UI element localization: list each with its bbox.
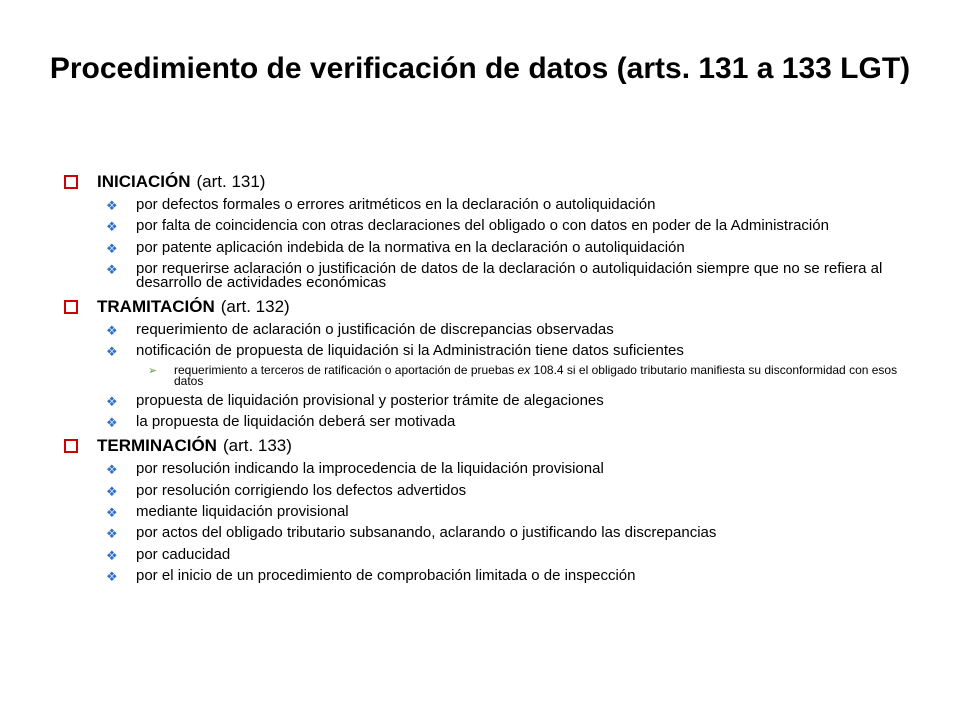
section-tramitacion <box>62 297 912 430</box>
section-label: TRAMITACIÓN <box>97 297 215 317</box>
list-item-text: por defectos formales o errores aritméticos en la declaración o autoliquidación <box>136 196 656 213</box>
four-diamond-icon: ❖ <box>106 198 118 213</box>
list-item <box>106 526 912 541</box>
section-ref: (art. 132) <box>220 297 290 317</box>
four-diamond-icon: ❖ <box>106 219 118 235</box>
list-item-text: por actos del obligado tributario subsanando, aclarando o justificando las discrepancias <box>136 524 717 542</box>
list-item-text: por patente aplicación indebida de la normativa en la declaración o autoliquidación <box>136 238 685 256</box>
list-item-text: notificación de propuesta de liquidación si la Administración tiene datos suficientes <box>136 342 684 360</box>
section-ref: (art. 131) <box>196 172 266 191</box>
sub-text-italic: ex <box>517 362 531 377</box>
list-item <box>106 481 912 499</box>
list-item-text: requerimiento de aclaración o justificación de discrepancias observadas <box>136 321 614 339</box>
section-ref: (art. 133) <box>222 436 292 456</box>
four-diamond-icon: ❖ <box>106 415 118 431</box>
list-item-text: la propuesta de liquidación deberá ser motivada <box>136 413 456 431</box>
arrowhead-icon: ➢ <box>148 364 158 377</box>
list-item <box>106 462 912 477</box>
list-item <box>106 415 912 430</box>
sub-text-after: 108.4 si el obligado tributario manifiesta su disconformidad con esos datos <box>174 362 898 389</box>
sub-text-before: requerimiento a terceros de ratificación o aportación de pruebas <box>174 362 518 377</box>
sub-list-item-text <box>174 362 912 389</box>
section-iniciacion <box>62 172 912 291</box>
section-label: TERMINACIÓN <box>97 436 217 456</box>
list-item <box>106 391 912 409</box>
section-heading <box>62 172 912 192</box>
four-diamond-icon: ❖ <box>106 568 118 584</box>
section-heading <box>62 297 912 317</box>
four-diamond-icon: ❖ <box>106 344 118 360</box>
four-diamond-icon: ❖ <box>106 323 118 339</box>
list-item-text: por falta de coincidencia con otras declaraciones del obligado o con datos en poder de la Administración <box>136 217 829 235</box>
list-item-text: por caducidad <box>136 545 231 563</box>
four-diamond-icon: ❖ <box>106 547 118 563</box>
four-diamond-icon: ❖ <box>106 240 118 256</box>
sub-list-item <box>148 362 912 389</box>
list-item <box>106 545 912 563</box>
list-item <box>106 259 912 292</box>
checkbox-square-icon <box>64 439 78 453</box>
slide-title: Procedimiento de verificación de datos (arts. 131 a 133 LGT) <box>49 52 911 85</box>
slide-content <box>62 172 912 590</box>
list-item <box>106 502 912 520</box>
four-diamond-icon: ❖ <box>106 504 118 520</box>
list-item <box>106 344 912 359</box>
list-item-text: por resolución corrigiendo los defectos advertidos <box>136 481 467 499</box>
list-item-text: por el inicio de un procedimiento de comprobación limitada o de inspección <box>136 566 636 584</box>
list-item-text: por resolución indicando la improcedencia de la liquidación provisional <box>136 460 604 478</box>
list-item <box>106 238 912 256</box>
list-item-text: por requerirse aclaración o justificación de datos de la declaración o autoliquidación siempre que no se refiera al desarrollo de actividades económicas <box>136 259 883 292</box>
section-label: INICIACIÓN <box>97 172 191 191</box>
section-heading <box>62 436 912 456</box>
four-diamond-icon: ❖ <box>106 261 118 277</box>
checkbox-square-icon <box>64 175 78 189</box>
four-diamond-icon: ❖ <box>106 483 118 499</box>
section-terminacion <box>62 436 912 583</box>
list-item <box>106 566 912 584</box>
list-item <box>106 198 912 213</box>
list-item <box>106 323 912 338</box>
checkbox-square-icon <box>64 300 78 314</box>
four-diamond-icon: ❖ <box>106 393 118 409</box>
four-diamond-icon: ❖ <box>106 526 118 542</box>
list-item-text: mediante liquidación provisional <box>136 502 349 520</box>
list-item <box>106 219 912 234</box>
list-item-text: propuesta de liquidación provisional y posterior trámite de alegaciones <box>136 391 604 409</box>
four-diamond-icon: ❖ <box>106 462 118 478</box>
